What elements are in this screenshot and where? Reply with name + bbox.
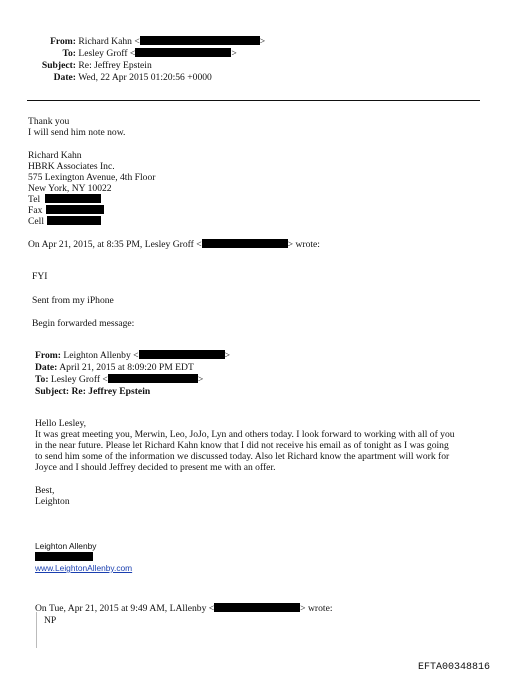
reply-line-1: Thank you bbox=[28, 116, 70, 127]
redacted-email bbox=[108, 374, 198, 383]
redacted-email bbox=[202, 239, 288, 248]
quote1-fyi: FYI bbox=[32, 271, 48, 282]
body-signoff: Leighton bbox=[35, 496, 70, 507]
body-line-2: in the near future. Please let Richard Kahn know that I did not receive his email as of tonight as I was going bbox=[35, 440, 449, 451]
bates-number: EFTA00348816 bbox=[418, 662, 491, 673]
header-from-label: From: bbox=[50, 36, 76, 47]
header-subject-label: Subject: bbox=[41, 60, 76, 71]
header-date bbox=[0, 72, 212, 83]
reply-line-2: I will send him note now. bbox=[28, 127, 126, 138]
body-greeting: Hello Lesley, bbox=[35, 418, 87, 429]
leighton-website-link[interactable]: www.LeightonAllenby.com bbox=[35, 563, 133, 573]
fwd-date bbox=[35, 362, 194, 373]
quote-bar bbox=[36, 612, 37, 648]
fwd-date-value: April 21, 2015 at 8:09:20 PM EDT bbox=[59, 362, 194, 373]
signature-address: 575 Lexington Avenue, 4th Floor bbox=[28, 172, 156, 183]
quote1-intro: On Apr 21, 2015, at 8:35 PM, Lesley Groff < > wrote: bbox=[28, 239, 320, 250]
fwd-from-label: From: bbox=[35, 350, 61, 361]
signature-tel: Tel bbox=[28, 194, 101, 205]
header-date-label: Date: bbox=[53, 72, 76, 83]
signature-city: New York, NY 10022 bbox=[28, 183, 112, 194]
fwd-to-value: Lesley Groff < bbox=[50, 374, 108, 385]
header-from-value: Richard Kahn < bbox=[78, 36, 140, 47]
quote1-sent-from: Sent from my iPhone bbox=[32, 295, 114, 306]
fwd-from-value: Leighton Allenby < bbox=[63, 350, 139, 361]
redacted-phone bbox=[47, 216, 101, 225]
fwd-subject bbox=[35, 386, 150, 397]
header-to: To: Lesley Groff < > bbox=[0, 48, 237, 59]
quote2-text: NP bbox=[44, 615, 57, 626]
redacted-phone bbox=[35, 552, 93, 561]
redacted-phone bbox=[46, 205, 104, 214]
header-from: From: Richard Kahn < > bbox=[0, 36, 265, 47]
redacted-phone bbox=[45, 194, 101, 203]
signature-company: HBRK Associates Inc. bbox=[28, 161, 115, 172]
redacted-email bbox=[139, 350, 225, 359]
body-line-1: It was great meeting you, Merwin, Leo, JoJo, Lyn and others today. I look forward to working with all of you bbox=[35, 429, 455, 440]
leighton-sig-redacted bbox=[35, 552, 93, 563]
header-date-value: Wed, 22 Apr 2015 01:20:56 +0000 bbox=[78, 72, 212, 83]
leighton-sig-name: Leighton Allenby bbox=[35, 541, 97, 551]
fwd-date-label: Date: bbox=[35, 362, 58, 373]
header-divider bbox=[27, 100, 480, 101]
signature-cell: Cell bbox=[28, 216, 101, 227]
signature-fax: Fax bbox=[28, 205, 104, 216]
fwd-to: To: Lesley Groff < > bbox=[35, 374, 204, 385]
fwd-to-label: To: bbox=[35, 374, 49, 385]
redacted-email bbox=[140, 36, 260, 45]
header-to-label: To: bbox=[62, 48, 76, 59]
header-to-value: Lesley Groff < bbox=[78, 48, 136, 59]
body-line-3: to send him some of the information we discussed today. Also let Richard know the apartment will work for bbox=[35, 451, 450, 462]
header-subject-value: Re: Jeffrey Epstein bbox=[78, 60, 152, 71]
redacted-email bbox=[135, 48, 231, 57]
header-subject bbox=[0, 60, 152, 71]
quote1-begin-forwarded: Begin forwarded message: bbox=[32, 318, 135, 329]
quote2-intro: On Tue, Apr 21, 2015 at 9:49 AM, LAllenby < > wrote: bbox=[35, 603, 333, 614]
fwd-subject-label: Subject: Re: Jeffrey Epstein bbox=[35, 386, 151, 397]
fwd-from: From: Leighton Allenby < > bbox=[35, 350, 230, 361]
body-closing: Best, bbox=[35, 485, 55, 496]
body-line-4: Joyce and I should Jeffrey decided to present me with an offer. bbox=[35, 462, 276, 473]
signature-name: Richard Kahn bbox=[28, 150, 82, 161]
redacted-email bbox=[214, 603, 300, 612]
